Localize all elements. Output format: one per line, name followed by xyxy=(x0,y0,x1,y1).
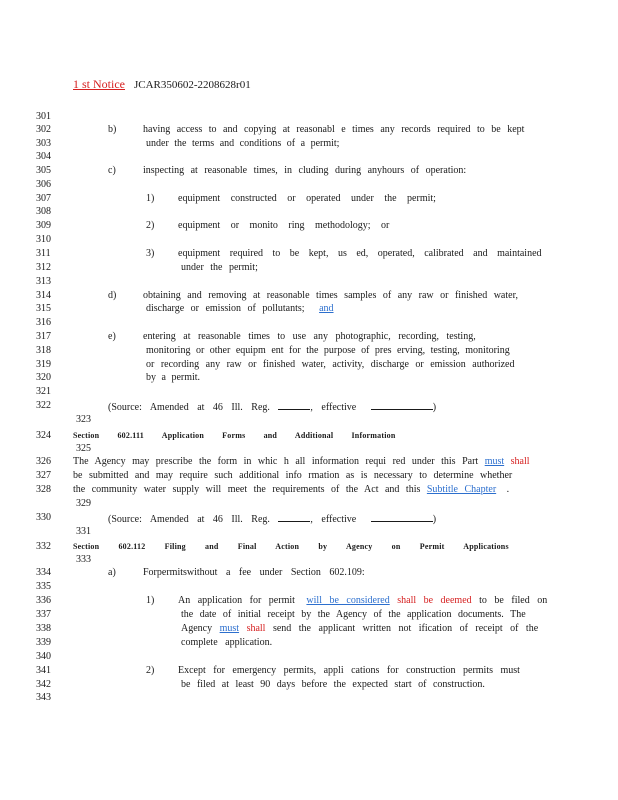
source-note xyxy=(108,512,436,525)
item-label: d) xyxy=(108,290,117,301)
line-number: 335 xyxy=(36,581,51,592)
source-text: (Source: Amended at 46 Ill. Reg. xyxy=(108,514,270,525)
item-label: e) xyxy=(108,331,116,342)
source-text: , effective xyxy=(310,514,357,525)
line-number: 307 xyxy=(36,193,51,204)
line-number: 331 xyxy=(76,526,91,537)
paragraph-text: Agency xyxy=(181,623,213,634)
paragraph-line: be filed at least 90 days before the expected start of construction. xyxy=(181,679,485,690)
paragraph-line: monitoring or other equipm ent for the purpose of pres erving, testing, monitoring xyxy=(146,345,510,356)
item-label: c) xyxy=(108,165,116,176)
deleted-text: shall be deemed xyxy=(397,595,472,606)
paragraph-text: The Agency may prescribe the form in whic h all information requi red under this Part xyxy=(73,456,479,467)
line-number: 317 xyxy=(36,331,51,342)
paragraph-line: by a permit. xyxy=(146,372,201,383)
line-number: 304 xyxy=(36,151,51,162)
paragraph-line: entering at reasonable times to use any photographic, recording, testing, xyxy=(143,331,476,342)
item-label: 2) xyxy=(146,220,155,231)
line-number: 336 xyxy=(36,595,51,606)
paragraph-line: having access to and copying at reasonabl e times any records required to be kept xyxy=(143,124,525,135)
line-number: 319 xyxy=(36,359,51,370)
section-heading: Section 602.112 Filing and Final Action by Agency on Permit Applications xyxy=(73,542,509,551)
paragraph-line: Forpermitswithout a fee under Section 602.109: xyxy=(143,567,365,578)
source-text: ) xyxy=(432,402,437,413)
line-number: 303 xyxy=(36,138,51,149)
line-number: 306 xyxy=(36,179,51,190)
line-number: 314 xyxy=(36,290,51,301)
line-number: 333 xyxy=(76,554,91,565)
line-number: 339 xyxy=(36,637,51,648)
paragraph-line: obtaining and removing at reasonable times samples of any raw or finished water, xyxy=(143,290,519,301)
inserted-text: must xyxy=(484,456,505,467)
paragraph-line: Except for emergency permits, appli cations for construction permits must xyxy=(178,665,520,676)
line-number: 341 xyxy=(36,665,51,676)
line-number: 343 xyxy=(36,692,51,703)
line-number: 322 xyxy=(36,400,51,411)
paragraph-text: the community water supply will meet the requirements of the Act and this xyxy=(73,484,421,495)
section-heading: Section 602.111 Application Forms and Additional Information xyxy=(73,431,396,440)
inserted-text: must xyxy=(219,623,240,634)
line-number: 325 xyxy=(76,443,91,454)
line-number: 329 xyxy=(76,498,91,509)
line-number: 311 xyxy=(36,248,51,259)
paragraph-line xyxy=(73,484,509,495)
inserted-text: will be considered xyxy=(306,595,390,606)
line-number: 302 xyxy=(36,124,51,135)
paragraph-text: send the applicant written not ification of receipt of the xyxy=(272,623,539,634)
paragraph-text: . xyxy=(506,484,510,495)
paragraph-line: be submitted and may require such additional info rmation as is necessary to determine whether xyxy=(73,470,513,481)
line-number: 324 xyxy=(36,430,51,441)
deleted-text: shall xyxy=(510,456,530,467)
line-number: 318 xyxy=(36,345,51,356)
item-label: 3) xyxy=(146,248,155,259)
line-number: 323 xyxy=(76,414,91,425)
line-number: 340 xyxy=(36,651,51,662)
paragraph-line: or recording any raw or finished water, activity, discharge or emission authorized xyxy=(146,359,515,370)
blank-line xyxy=(371,400,433,410)
paragraph-line: equipment constructed or operated under the permit; xyxy=(178,193,436,204)
line-number: 328 xyxy=(36,484,51,495)
source-note xyxy=(108,400,436,413)
line-number: 316 xyxy=(36,317,51,328)
paragraph-line: under the terms and conditions of a permit; xyxy=(146,138,340,149)
line-number: 309 xyxy=(36,220,51,231)
blank-line xyxy=(278,512,310,522)
paragraph-line: under the permit; xyxy=(181,262,258,273)
source-text: ) xyxy=(432,514,437,525)
paragraph-line: complete application. xyxy=(181,637,273,648)
line-number: 310 xyxy=(36,234,51,245)
item-label: 1) xyxy=(146,595,155,606)
line-number: 320 xyxy=(36,372,51,383)
paragraph-line xyxy=(181,623,538,634)
blank-line xyxy=(278,400,310,410)
jcar-code: JCAR350602-2208628r01 xyxy=(134,79,251,91)
source-text: , effective xyxy=(310,402,357,413)
line-number: 342 xyxy=(36,679,51,690)
item-label: 1) xyxy=(146,193,155,204)
line-number: 308 xyxy=(36,206,51,217)
paragraph-line: equipment required to be kept, us ed, operated, calibrated and maintained xyxy=(178,248,542,259)
paragraph-line xyxy=(146,303,334,314)
line-number: 338 xyxy=(36,623,51,634)
line-number: 305 xyxy=(36,165,51,176)
line-number: 321 xyxy=(36,386,51,397)
line-number: 327 xyxy=(36,470,51,481)
inserted-text: and xyxy=(319,303,334,314)
line-number: 315 xyxy=(36,303,51,314)
paragraph-line: the date of initial receipt by the Agency of the application documents. The xyxy=(181,609,526,620)
line-number: 313 xyxy=(36,276,51,287)
line-number: 334 xyxy=(36,567,51,578)
item-label: 2) xyxy=(146,665,155,676)
notice-label: 1 st Notice xyxy=(73,77,125,91)
line-number: 326 xyxy=(36,456,51,467)
notice-header xyxy=(73,77,251,92)
inserted-text: Subtitle Chapter xyxy=(426,484,497,495)
paragraph-text: to be filed on xyxy=(479,595,548,606)
line-number: 332 xyxy=(36,541,51,552)
paragraph-text: discharge or emission of pollutants; xyxy=(146,303,305,314)
paragraph-text: An application for permit xyxy=(178,595,295,606)
blank-line xyxy=(371,512,433,522)
paragraph-line: equipment or monito ring methodology; or xyxy=(178,220,390,231)
line-number: 330 xyxy=(36,512,51,523)
paragraph-line xyxy=(73,456,530,467)
line-number: 301 xyxy=(36,111,51,122)
line-number: 312 xyxy=(36,262,51,273)
line-number: 337 xyxy=(36,609,51,620)
paragraph-line: inspecting at reasonable times, in cluding during anyhours of operation: xyxy=(143,165,467,176)
item-label: a) xyxy=(108,567,116,578)
paragraph-line xyxy=(178,595,547,606)
item-label: b) xyxy=(108,124,117,135)
deleted-text: shall xyxy=(246,623,266,634)
source-text: (Source: Amended at 46 Ill. Reg. xyxy=(108,402,270,413)
